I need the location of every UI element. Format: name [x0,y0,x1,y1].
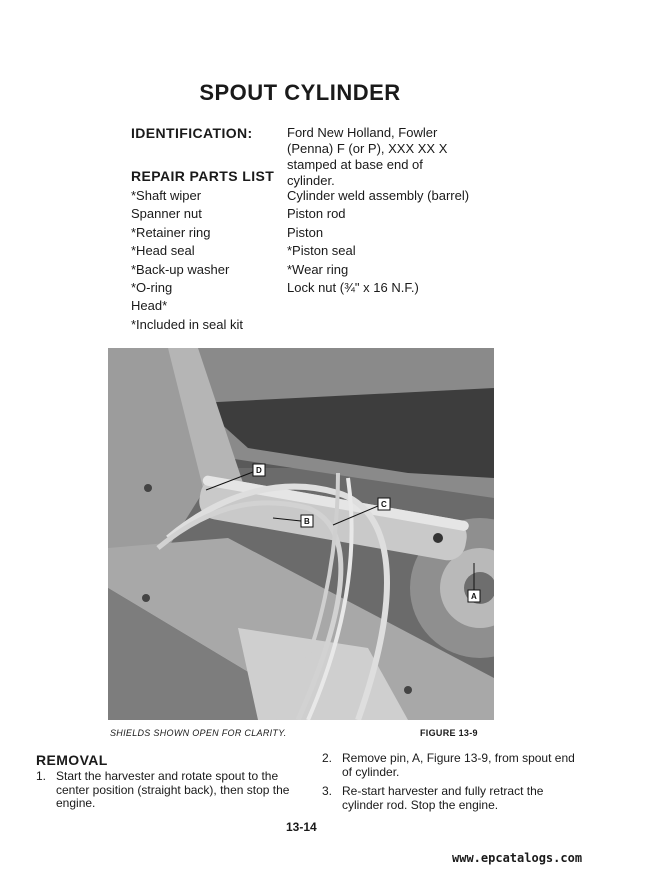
svg-text:C: C [381,500,387,509]
part-item: *Retainer ring [131,224,211,240]
removal-step [322,785,587,812]
identification-line: Ford New Holland, Fowler [287,125,438,140]
svg-text:A: A [471,592,477,601]
seal-kit-note: *Included in seal kit [131,316,244,332]
identification-line: stamped at base end of [287,157,423,172]
part-item: Piston rod [287,206,346,222]
part-item: Lock nut (¾" x 16 N.F.) [287,279,419,295]
page-title: SPOUT CYLINDER [199,80,401,105]
svg-text:B: B [304,517,310,526]
figure-number: FIGURE 13-9 [420,728,478,738]
removal-step [36,770,298,811]
identification-label: IDENTIFICATION: [131,125,253,141]
removal-steps-left [36,770,298,817]
removal-steps-right [322,752,587,818]
parts-list-right [287,187,469,297]
removal-step [322,752,587,779]
page-number: 13-14 [286,820,317,834]
part-item: Spanner nut [131,206,202,222]
step-number: 1. [36,769,47,783]
part-item: *Shaft wiper [131,188,202,203]
step-text: Remove pin, A, Figure 13-9, from spout end of cylinder. [342,751,575,779]
step-text: Re-start harvester and fully retract the cylinder rod. Stop the engine. [342,784,544,812]
step-number: 2. [322,751,333,765]
figure-caption: SHIELDS SHOWN OPEN FOR CLARITY. [110,728,287,738]
svg-text:D: D [256,466,262,475]
part-item: *O-ring [131,279,173,295]
repair-parts-list-title: REPAIR PARTS LIST [131,168,275,184]
identification-value [287,125,487,189]
footer-url[interactable]: www.epcatalogs.com [452,851,583,865]
step-text: Start the harvester and rotate spout to the center position (straight back), then stop the engine. [56,769,290,810]
removal-heading: REMOVAL [36,752,108,768]
part-item: Head* [131,298,168,314]
step-number: 3. [322,784,333,798]
identification-line: cylinder. [287,173,335,188]
part-item: Piston [287,224,324,240]
part-item: *Back-up washer [131,261,230,277]
identification-line: (Penna) F (or P), XXX XX X [287,141,448,156]
part-item: *Wear ring [287,261,349,277]
part-item: *Piston seal [287,243,356,259]
parts-list-left [131,187,243,334]
figure-photo [108,348,494,720]
part-item: *Head seal [131,243,195,259]
part-item: Cylinder weld assembly (barrel) [287,188,470,203]
spout-cylinder-photo [108,348,494,720]
